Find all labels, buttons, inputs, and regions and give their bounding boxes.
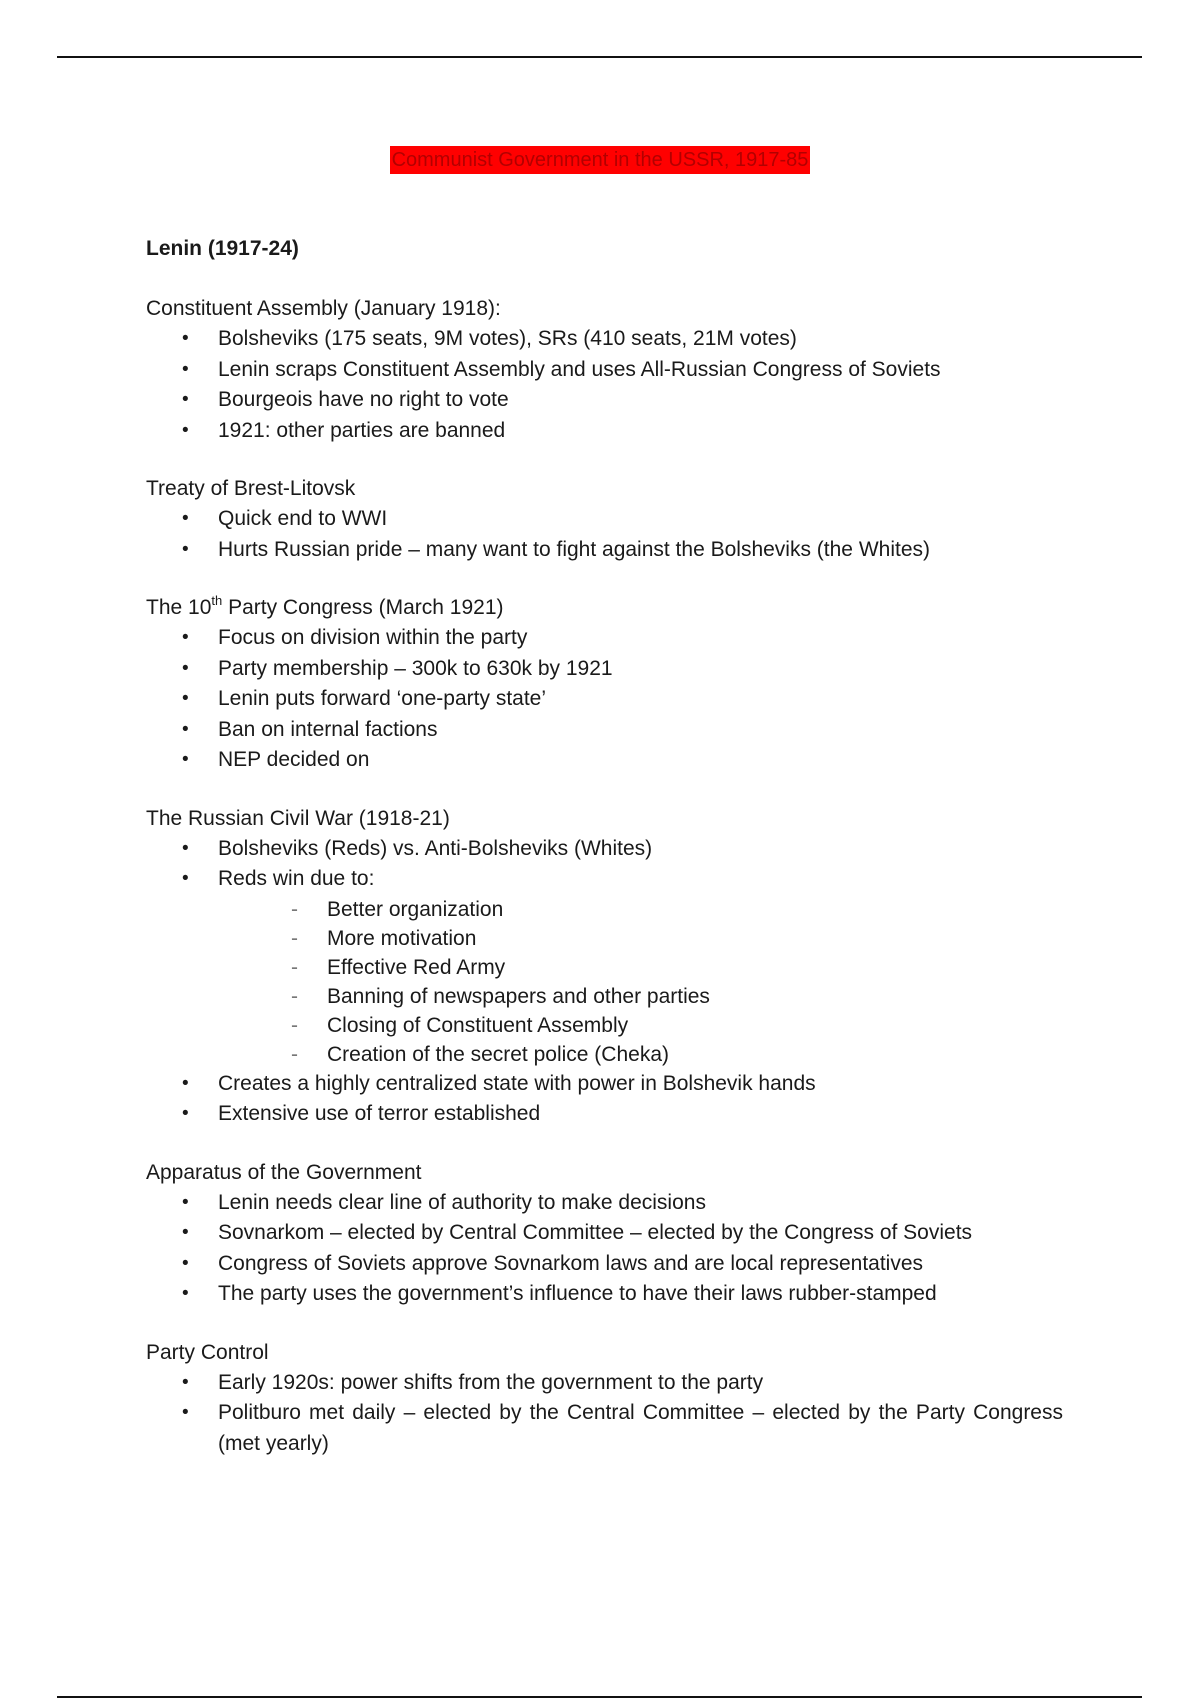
- list-item: • Hurts Russian pride – many want to fight against the Bolsheviks (the Whites): [146, 535, 1066, 566]
- list-item: • The party uses the government’s influence to have their laws rubber-stamped: [146, 1279, 1066, 1310]
- bottom-rule: [57, 1696, 1142, 1698]
- section-brest-litovsk: [146, 474, 1066, 565]
- section-apparatus: [146, 1158, 1066, 1310]
- list-item: • Politburo met daily – elected by the Central Committee – elected by the Party Congress (met yearly): [146, 1398, 1063, 1459]
- document-title: Communist Government in the USSR, 1917-85: [390, 146, 811, 174]
- list-item: • Focus on division within the party: [146, 623, 1066, 654]
- list-item: • Sovnarkom – elected by Central Committee – elected by the Congress of Soviets: [146, 1218, 1066, 1249]
- list-item: • Extensive use of terror established: [146, 1099, 1066, 1130]
- section-heading-lenin: Lenin (1917-24): [146, 237, 299, 260]
- list-item: [146, 864, 1066, 1069]
- ordinal-suffix: th: [211, 593, 223, 608]
- bullet-list: [146, 1368, 1066, 1460]
- sub-list-item: - Better organization: [146, 895, 1066, 924]
- document-body: [146, 234, 1066, 1487]
- section-title: The Russian Civil War (1918-21): [146, 806, 450, 830]
- list-item: • Early 1920s: power shifts from the government to the party: [146, 1368, 1066, 1399]
- section-party-congress: [146, 593, 1066, 776]
- list-item: • Ban on internal factions: [146, 715, 1066, 746]
- section-constituent-assembly: [146, 294, 1066, 446]
- section-title: Treaty of Brest-Litovsk: [146, 477, 356, 500]
- sub-list-item: - Effective Red Army: [146, 953, 1066, 982]
- sub-list: [218, 895, 1066, 1069]
- list-item: • Bolsheviks (Reds) vs. Anti-Bolsheviks (Whites): [146, 834, 1066, 865]
- bullet-list: [146, 834, 1066, 1130]
- list-item: • Creates a highly centralized state with power in Bolshevik hands: [146, 1069, 1066, 1100]
- sub-list-item: - Creation of the secret police (Cheka): [146, 1040, 1066, 1069]
- list-item: • Lenin needs clear line of authority to make decisions: [146, 1188, 1066, 1219]
- section-title: Apparatus of the Government: [146, 1160, 422, 1184]
- list-item: • 1921: other parties are banned: [146, 416, 1066, 447]
- list-item: • Lenin puts forward ‘one-party state’: [146, 684, 1066, 715]
- title-container: [0, 146, 1200, 174]
- bullet-list: [146, 504, 1066, 565]
- list-item-text: Reds win due to:: [218, 867, 375, 890]
- bullet-list: [146, 1188, 1066, 1310]
- list-item: • Party membership – 300k to 630k by 1921: [146, 654, 1066, 685]
- section-civil-war: [146, 804, 1066, 1130]
- list-item: • Bourgeois have no right to vote: [146, 385, 1066, 416]
- section-title: Party Control: [146, 1340, 269, 1364]
- title-suffix: Party Congress (March 1921): [222, 596, 504, 619]
- section-title: Constituent Assembly (January 1918):: [146, 297, 501, 320]
- sub-list-item: - Closing of Constituent Assembly: [146, 1011, 1066, 1040]
- bullet-list: [146, 623, 1066, 776]
- list-item: • Quick end to WWI: [146, 504, 1066, 535]
- list-item: • NEP decided on: [146, 745, 1066, 776]
- section-party-control: [146, 1338, 1066, 1460]
- bullet-list: [146, 324, 1066, 446]
- top-rule: [57, 56, 1142, 58]
- sub-list-item: - More motivation: [146, 924, 1066, 953]
- title-prefix: The 10: [146, 596, 212, 619]
- list-item: • Congress of Soviets approve Sovnarkom laws and are local representatives: [146, 1249, 1066, 1280]
- sub-list-item: - Banning of newspapers and other parties: [146, 982, 1066, 1011]
- list-item: • Lenin scraps Constituent Assembly and uses All-Russian Congress of Soviets: [146, 355, 1066, 386]
- list-item: • Bolsheviks (175 seats, 9M votes), SRs (410 seats, 21M votes): [146, 324, 1066, 355]
- section-title: [146, 593, 1066, 623]
